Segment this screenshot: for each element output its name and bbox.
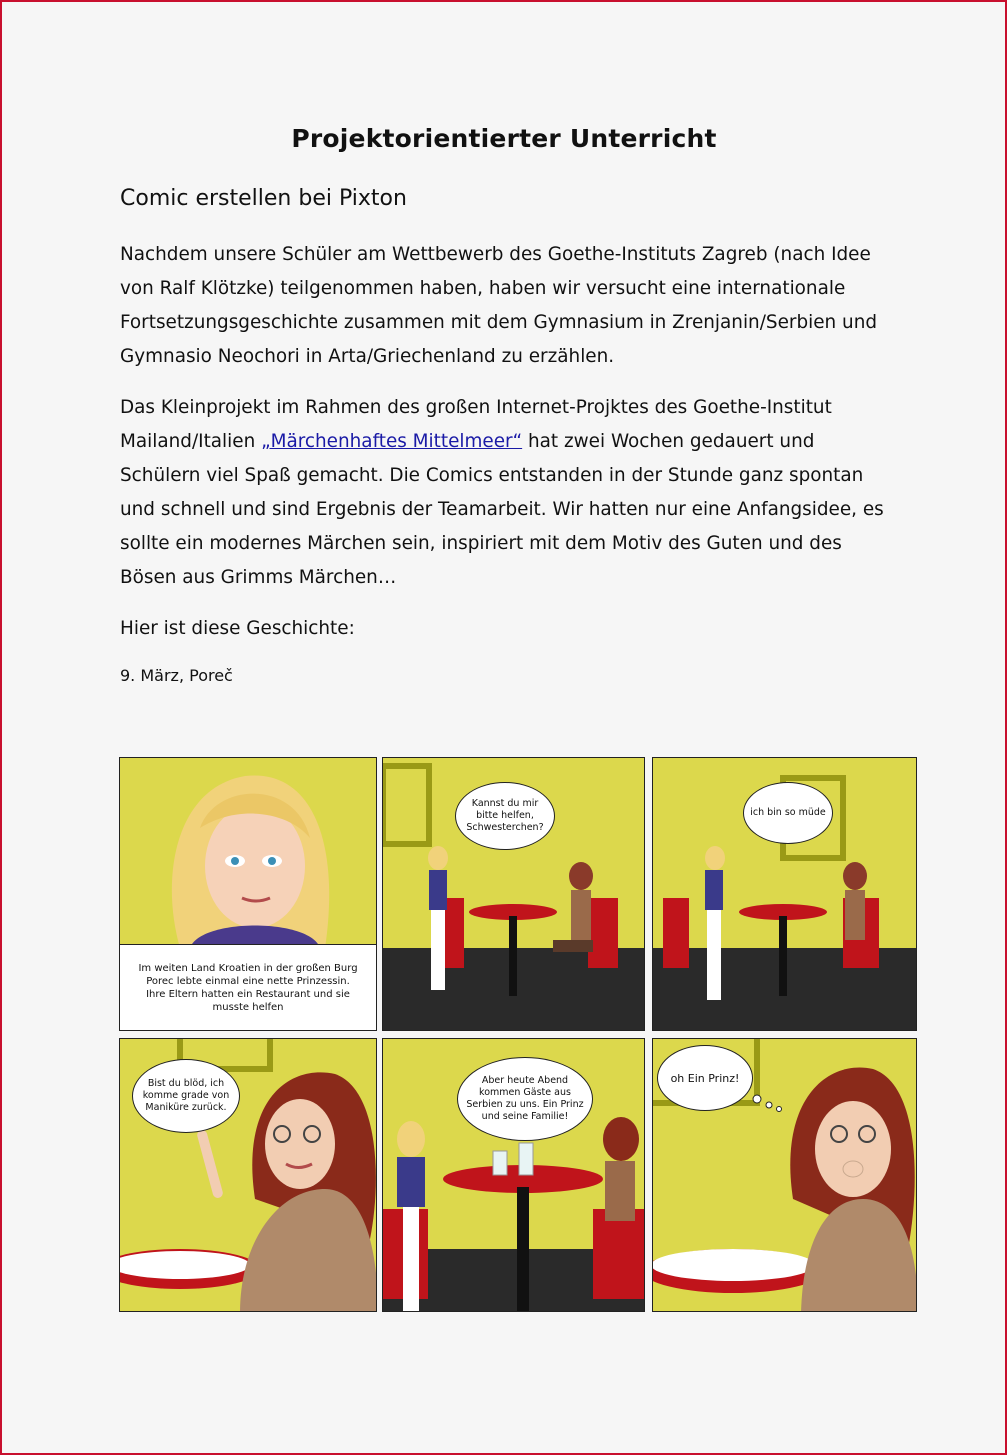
comic-panel-2 <box>382 757 645 1031</box>
panel-1-caption: Im weiten Land Kroatien in der großen Burg Porec lebte einmal eine nette Prinzessin. Ihre Eltern hatten ein Restaurant und sie musste helfen <box>120 944 376 1030</box>
comic-panel-5 <box>382 1038 645 1312</box>
panel-6-thought-bubble: oh Ein Prinz! <box>657 1045 753 1111</box>
comic-panel-6 <box>652 1038 917 1312</box>
paragraph-project-text-2: hat zwei Wochen gedauert und Schülern viel Spaß gemacht. Die Comics entstanden in der Stunde ganz spontan und schnell und sind Ergebnis der Teamarbeit. Wir hatten nur eine Anfangsidee, es sollte ein modernes Märchen sein, inspiriert mit dem Motiv des Guten und des Bösen aus Grimms Märchen… <box>120 431 884 588</box>
comic-panel-4 <box>119 1038 377 1312</box>
panel-4-speech-bubble: Bist du blöd, ich komme grade von Maniküre zurück. <box>132 1059 240 1133</box>
paragraph-intro: Nachdem unsere Schüler am Wettbewerb des Goethe-Instituts Zagreb (nach Idee von Ralf Klötzke) teilgenommen haben, haben wir versucht eine internationale Fortsetzungsgeschichte zusammen mit dem Gymnasium in Zrenjanin/Serbien und Gymnasio Neochori in Arta/Griechenland zu erzählen. <box>120 244 878 367</box>
comic-panel-1 <box>119 757 377 1031</box>
paragraph-project-text-1: Das Kleinprojekt im Rahmen des großen Internet-Projktes des Goethe-Institut Mailand/Italien <box>120 397 832 452</box>
panel-2-speech-bubble: Kannst du mir bitte helfen, Schwesterchen? <box>455 782 555 850</box>
paragraph-story-intro: Hier ist diese Geschichte: <box>120 618 355 639</box>
panel-5-speech-bubble: Aber heute Abend kommen Gäste aus Serbien zu uns. Ein Prinz und seine Familie! <box>457 1057 593 1141</box>
maerchenhaftes-mittelmeer-link[interactable]: „Märchenhaftes Mittelmeer“ <box>261 431 523 452</box>
page-title: Projektorientierter Unterricht <box>291 124 717 153</box>
paragraph-project <box>120 391 895 595</box>
page-subtitle: Comic erstellen bei Pixton <box>120 186 407 211</box>
comic-panel-3 <box>652 757 917 1031</box>
panel-3-speech-bubble: ich bin so müde <box>743 782 833 844</box>
story-date: 9. März, Poreč <box>120 666 233 685</box>
comic-strip <box>119 757 917 1312</box>
